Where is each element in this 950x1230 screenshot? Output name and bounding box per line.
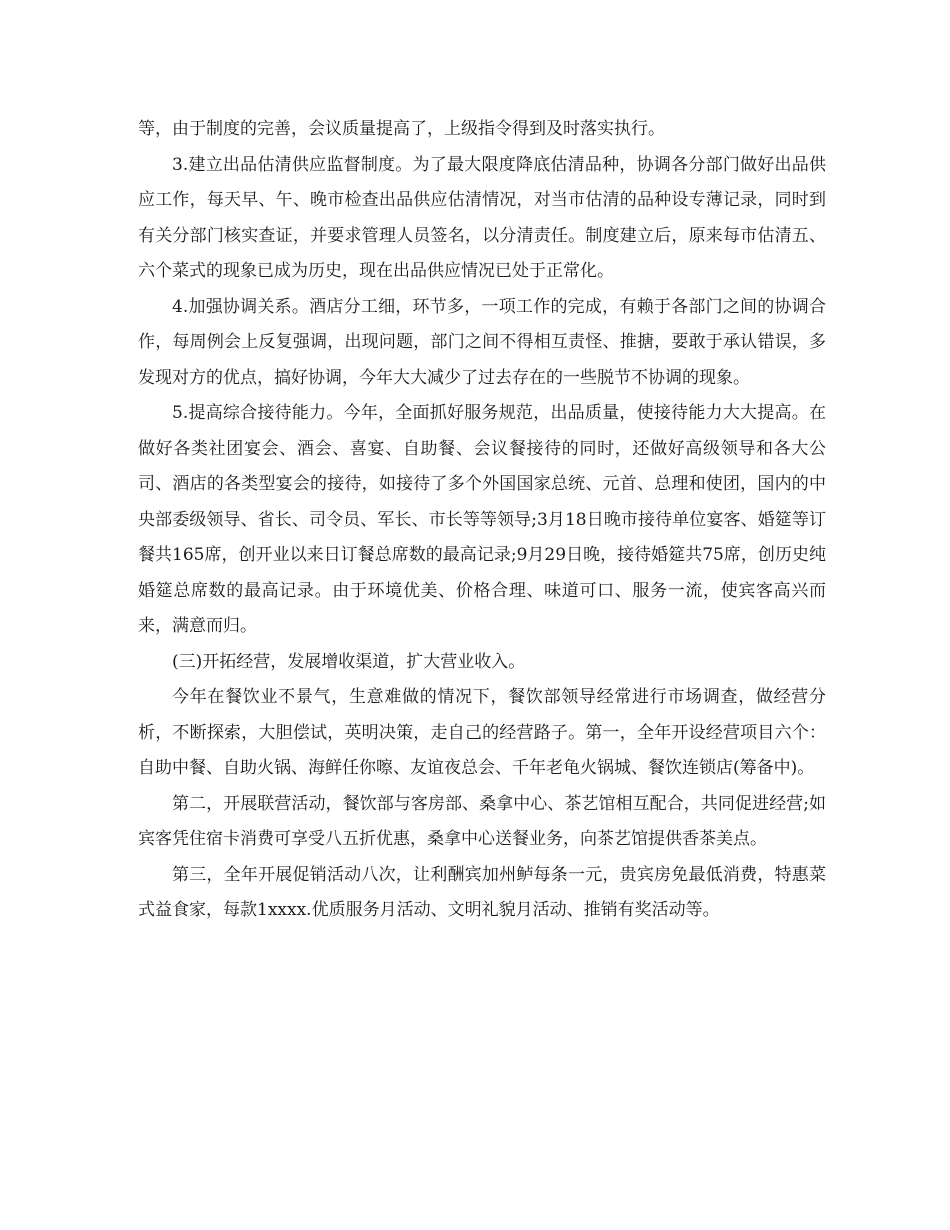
paragraph-continuation: 等，由于制度的完善，会议质量提高了，上级指令得到及时落实执行。 [138, 119, 665, 139]
paragraph-item-5: 5.提高综合接待能力。今年，全面抓好服务规范，出品质量，使接待能力大大提高。在做好各类社团宴会、酒会、喜宴、自助餐、会议餐接待的同时，还做好高级领导和各大公司、酒店的各类型宴会的接待，如接待了多个外国国家总统、元首、总理和使团，国内的中央部委级领导、省长、司令员、军长、市长等等领导;3月18日晚市接待单位宴客、婚筵等订餐共165席，创开业以来日订餐总席数的最高记录;9月29日晚，接待婚筵共75席，创历史纯婚筵总席数的最高记录。由于环境优美、价格合理、味道可口、服务一流，使宾客高兴而来，满意而归。 [138, 403, 826, 636]
section-heading-3: (三)开拓经营，发展增收渠道，扩大营业收入。 [172, 651, 526, 672]
paragraph-item-4: 4.加强协调关系。酒店分工细，环节多，一项工作的完成，有赖于各部门之间的协调合作，每周例会上反复强调，出现问题，部门之间不得相互责怪、推搪，要敢于承认错误，多发现对方的优点，搞好协调，今年大大减少了过去存在的一些脱节不协调的现象。 [138, 296, 826, 388]
document-body [138, 112, 826, 929]
paragraph-business-intro: 今年在餐饮业不景气，生意难做的情况下，餐饮部领导经常进行市场调查，做经营分析，不断探索，大胆偿试，英明决策，走自己的经营路子。第一，全年开设经营项目六个：自助中餐、自助火锅、海鲜任你嚓、友谊夜总会、千年老龟火锅城、餐饮连锁店(筹备中)。 [138, 687, 826, 778]
paragraph-item-3: 3.建立出品估清供应监督制度。为了最大限度降底估清品种，协调各分部门做好出品供应工作，每天早、午、晚市检查出品供应估清情况，对当市估清的品种设专薄记录，同时到有关分部门核实查证，并要求管理人员签名，以分清责任。制度建立后，原来每市估清五、六个菜式的现象已成为历史，现在出品供应情况已处于正常化。 [138, 154, 826, 281]
paragraph-second: 第二，开展联营活动，餐饮部与客房部、桑拿中心、茶艺馆相互配合，共同促进经营;如宾客凭住宿卡消费可享受八五折优惠，桑拿中心送餐业务，向茶艺馆提供香茶美点。 [138, 793, 826, 849]
paragraph-third: 第三，全年开展促销活动八次，让利酬宾加州鲈每条一元，贵宾房免最低消费，特惠菜式益食家，每款1xxxx.优质服务月活动、文明礼貌月活动、推销有奖活动等。 [138, 864, 826, 920]
